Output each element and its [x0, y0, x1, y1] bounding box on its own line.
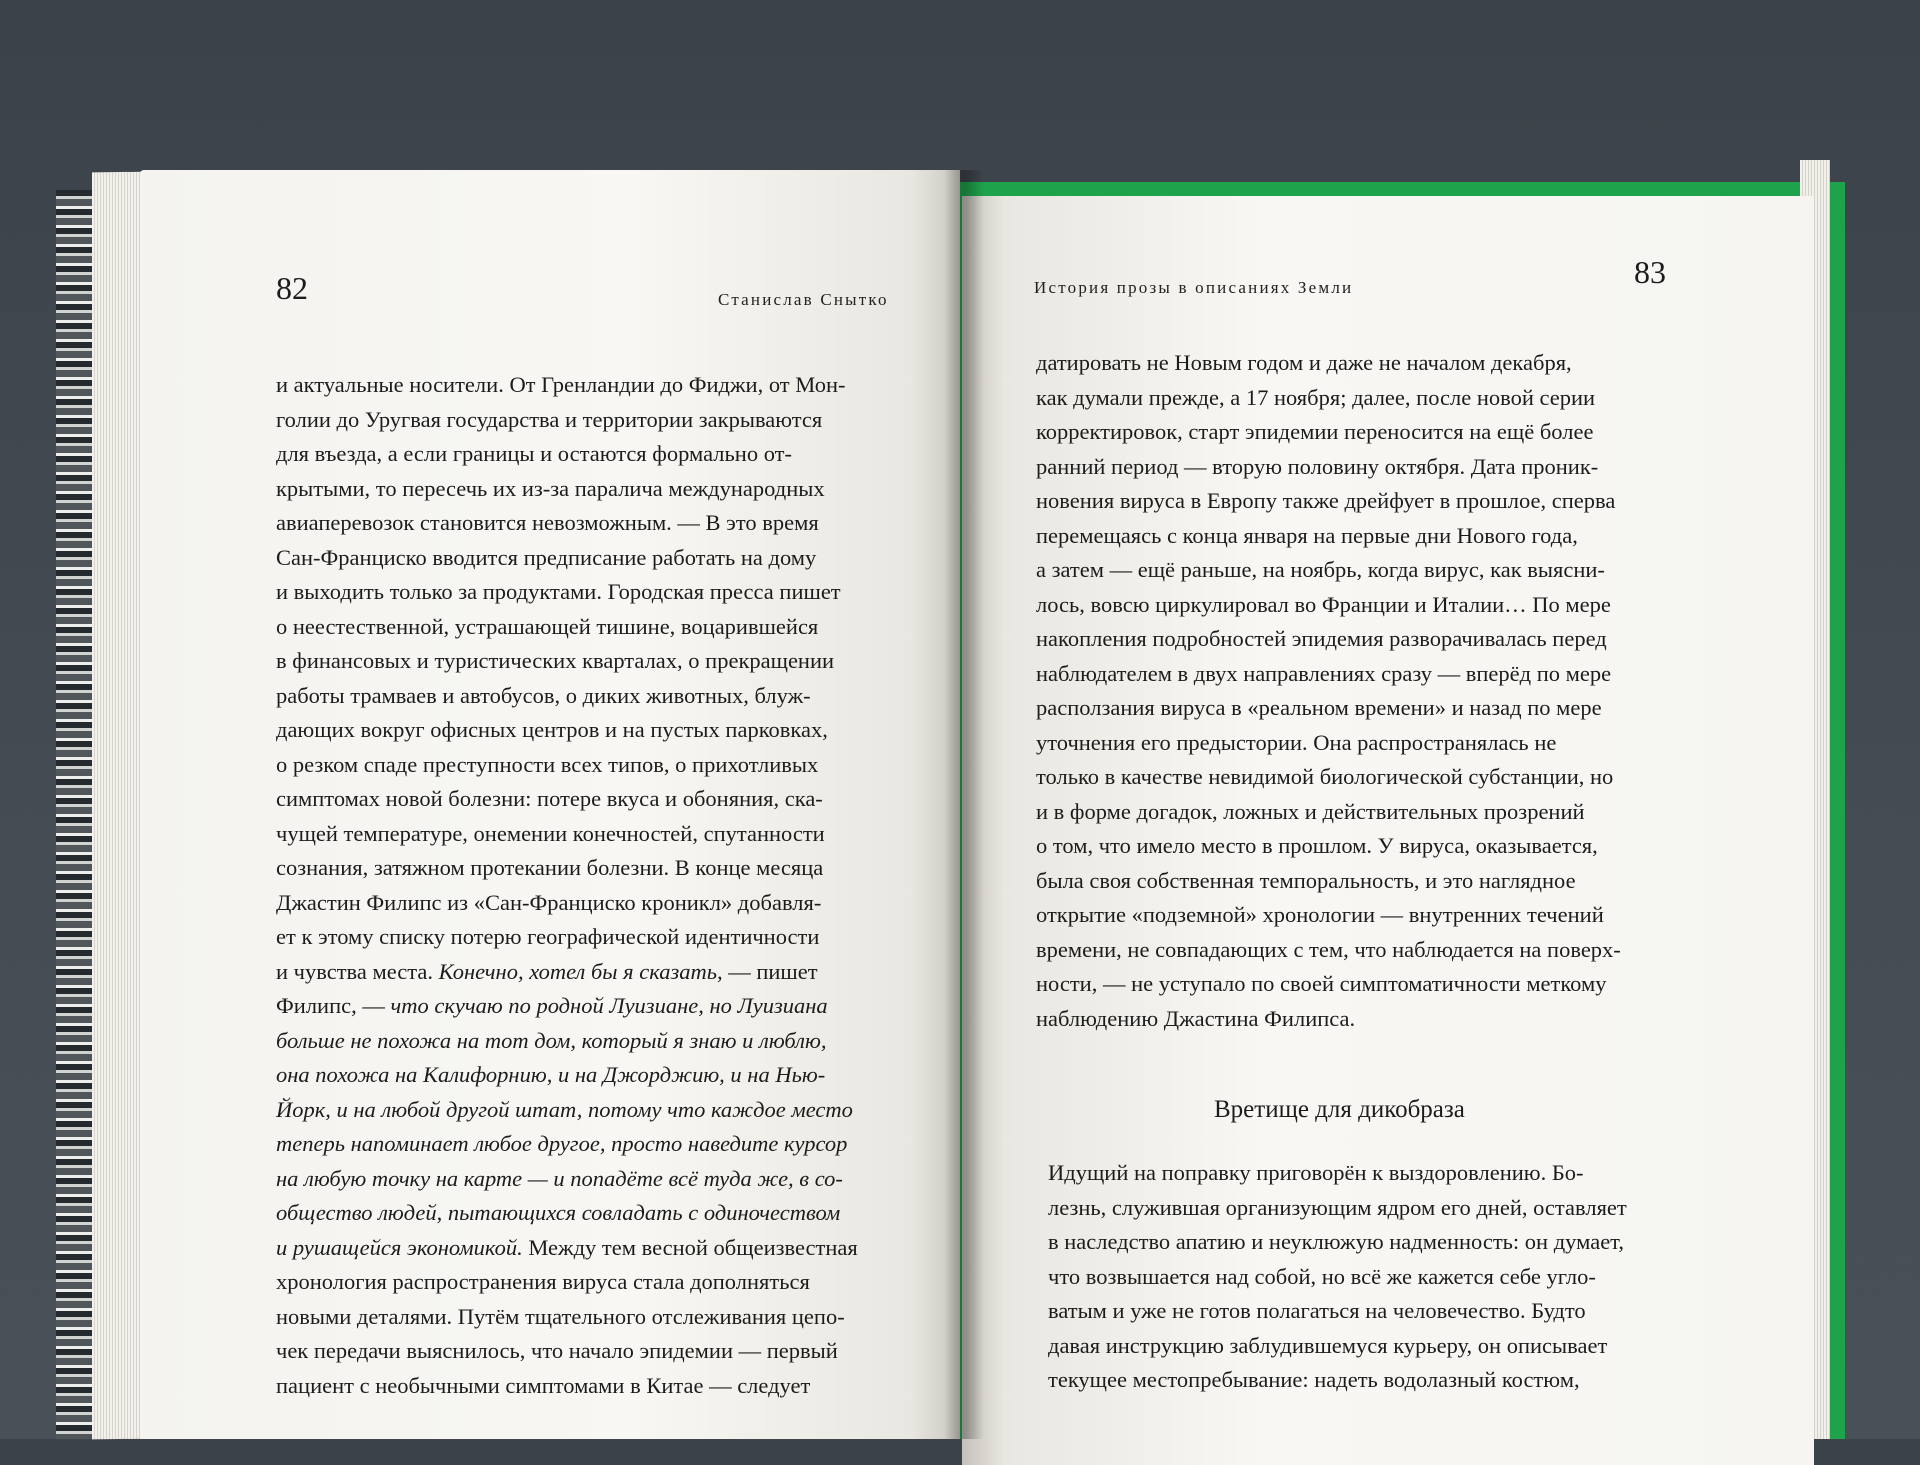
text-line: что возвышается над собой, но всё же кажется себе угло- — [1048, 1263, 1596, 1289]
text-line — [276, 1369, 917, 1404]
italic-quote-segment: она похожа на Калифорнию, и на Джорджию, и на Нью- — [276, 1062, 826, 1087]
text-line: корректировок, старт эпидемии переносится на ещё более — [1036, 419, 1594, 444]
text-line — [276, 817, 917, 852]
text-segment: и выходить только за продуктами. Городская пресса пишет — [276, 579, 841, 604]
text-line — [276, 748, 917, 783]
text-line — [276, 886, 917, 921]
text-line — [276, 989, 917, 1024]
text-line — [276, 713, 917, 748]
text-segment: дающих вокруг офисных центров и на пустых парковках, — [276, 717, 828, 742]
text-segment: сознания, затяжном протекании болезни. В конце месяца — [276, 855, 824, 880]
text-line — [276, 920, 917, 955]
right-page — [962, 196, 1814, 1465]
text-segment: в финансовых и туристических кварталах, о прекращении — [276, 648, 835, 673]
italic-quote-segment: и рушащейся экономикой. — [276, 1234, 523, 1260]
text-line: наблюдателем в двух направлениях сразу — вперёд по мере — [1036, 660, 1612, 686]
book-gutter-shadow — [944, 170, 984, 1439]
right-page-body-text — [1036, 346, 1681, 1036]
italic-quote-segment: общество людей, пытающихся совладать с одиночеством — [276, 1200, 841, 1225]
text-line: лось, вовсю циркулировал во Франции и Италии… По мере — [1036, 591, 1611, 617]
text-segment: чущей температуре, онемении конечностей, спутанности — [276, 820, 825, 846]
italic-quote-segment: что скучаю по родной Луизиане, но Луизиана — [390, 993, 828, 1018]
text-segment: и чувства места. — [276, 958, 439, 984]
text-line — [276, 610, 917, 645]
text-line — [276, 541, 917, 576]
text-line — [276, 644, 917, 679]
text-segment: голии до Уругвая государства и территории закрываются — [276, 406, 823, 432]
text-segment: чек передачи выяснилось, что начало эпидемии — первый — [276, 1338, 838, 1363]
text-line — [276, 403, 917, 438]
text-segment: Джастин Филипс из «Сан-Франциско кроникл» добавля- — [276, 889, 822, 915]
text-segment: работы трамваев и автобусов, о диких животных, блуж- — [276, 682, 811, 708]
text-line: расползания вируса в «реальном времени» и назад по мере — [1036, 695, 1602, 720]
running-head-author: Станислав Снытко — [718, 290, 889, 309]
text-line — [276, 1265, 917, 1300]
text-line: новения вируса в Европу также дрейфует в прошлое, сперва — [1036, 488, 1616, 513]
italic-quote-segment: больше не похожа на тот дом, который я знаю и люблю, — [276, 1027, 827, 1053]
text-line — [276, 1058, 917, 1093]
text-segment: и актуальные носители. От Гренландии до Фиджи, от Мон- — [276, 372, 846, 397]
text-segment: Филипс, — — [276, 993, 391, 1018]
text-line: ранний период — вторую половину октября. Дата проник- — [1036, 453, 1599, 479]
text-line: была своя собственная темпоральность, и это наглядное — [1036, 867, 1576, 893]
text-line — [276, 1231, 917, 1266]
text-line — [276, 1334, 917, 1369]
text-line: ности, — не уступало по своей симптоматичности меткому — [1036, 971, 1607, 996]
page-number-left: 82 — [276, 270, 308, 306]
text-segment: Между тем весной общеизвестная — [522, 1234, 858, 1260]
right-page-section-text — [1048, 1156, 1688, 1398]
italic-quote-segment: теперь напоминает любое другое, просто наведите курсор — [276, 1131, 848, 1156]
text-line — [276, 1024, 917, 1059]
text-line: только в качестве невидимой биологической субстанции, но — [1036, 764, 1614, 789]
text-line — [276, 1127, 917, 1162]
italic-quote-segment: на любую точку на карте — и попадёте всё туда же, в со- — [276, 1165, 843, 1191]
italic-quote-segment: Йорк, и на любой другой штат, потому что каждое место — [276, 1096, 853, 1122]
running-head-title: История прозы в описаниях Земли — [1034, 278, 1354, 297]
text-segment: о неестественной, устрашающей тишине, воцарившейся — [276, 613, 819, 639]
text-segment: пациент с необычными симптомами в Китае — следует — [276, 1372, 811, 1398]
text-line — [276, 472, 917, 507]
text-line — [276, 1196, 917, 1231]
text-line — [276, 851, 917, 886]
text-line: ватым и уже не готов полагаться на человечество. Будто — [1048, 1298, 1586, 1323]
text-line: о том, что имело место в прошлом. У вируса, оказывается, — [1036, 833, 1598, 858]
text-line: текущее местопребывание: надеть водолазный костюм, — [1048, 1367, 1580, 1392]
text-line — [276, 575, 917, 610]
text-segment: хронология распространения вируса стала дополняться — [276, 1269, 810, 1294]
text-line: перемещаясь с конца января на первые дни Нового года, — [1036, 522, 1578, 548]
text-line — [276, 1300, 917, 1335]
text-line: лезнь, служившая организующим ядром его дней, оставляет — [1048, 1194, 1627, 1220]
text-line: открытие «подземной» хронологии — внутренних течений — [1036, 902, 1604, 927]
text-line: накопления подробностей эпидемия разворачивалась перед — [1036, 626, 1607, 651]
text-segment: крытыми, то пересечь их из-за паралича международных — [276, 475, 825, 501]
text-line: уточнения его предыстории. Она распространялась не — [1036, 729, 1557, 755]
text-line — [276, 1162, 917, 1197]
text-line — [276, 1093, 917, 1128]
text-line: и в форме догадок, ложных и действительных прозрений — [1036, 798, 1585, 824]
text-line: давая инструкцию заблудившемуся курьеру, он описывает — [1048, 1332, 1608, 1358]
section-heading: Вретище для дикобраза — [1214, 1096, 1465, 1123]
text-line — [276, 955, 917, 990]
text-line: времени, не совпадающих с тем, что наблюдается на поверх- — [1036, 936, 1621, 962]
text-line: как думали прежде, а 17 ноября; далее, после новой серии — [1036, 384, 1596, 410]
text-segment: авиаперевозок становится невозможным. — В это время — [276, 510, 819, 535]
left-page — [140, 170, 960, 1439]
text-segment: о резком спаде преступности всех типов, о прихотливых — [276, 751, 819, 777]
page-number-right: 83 — [1634, 254, 1666, 290]
text-line — [276, 782, 917, 817]
text-line: датировать не Новым годом и даже не началом декабря, — [1036, 350, 1572, 375]
text-line — [276, 368, 917, 403]
text-segment: — пишет — [722, 958, 818, 984]
text-line — [276, 506, 917, 541]
text-segment: Сан-Франциско вводится предписание работать на дому — [276, 544, 817, 570]
text-line — [276, 437, 917, 472]
text-line: наблюдению Джастина Филипса. — [1036, 1005, 1356, 1031]
text-line — [276, 679, 917, 714]
text-line: в наследство апатию и неуклюжую надменность: он думает, — [1048, 1229, 1624, 1254]
text-segment: новыми деталями. Путём тщательного отслеживания цепо- — [276, 1303, 845, 1329]
italic-quote-segment: Конечно, хотел бы я сказать, — [438, 958, 723, 984]
text-segment: для въезда, а если границы и остаются формально от- — [276, 441, 792, 466]
text-line: а затем — ещё раньше, на ноябрь, когда вирус, как выясни- — [1036, 557, 1605, 582]
text-segment: ет к этому списку потерю географической идентичности — [276, 924, 820, 949]
text-segment: симптомах новой болезни: потере вкуса и обоняния, ска- — [276, 786, 823, 811]
text-line: Идущий на поправку приговорён к выздоровлению. Бо- — [1048, 1160, 1584, 1185]
left-page-body-text — [276, 368, 917, 1403]
